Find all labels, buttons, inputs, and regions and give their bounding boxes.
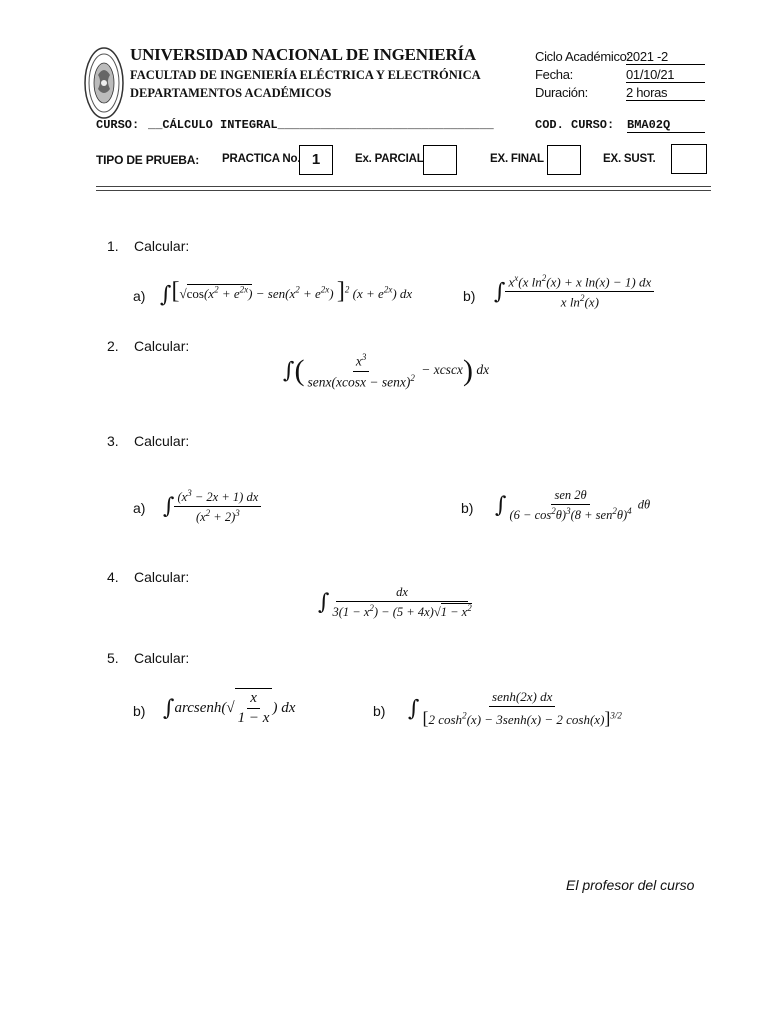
department-name: DEPARTAMENTOS ACADÉMICOS <box>130 86 332 100</box>
header-divider <box>96 186 711 187</box>
fecha-label: Fecha: <box>535 67 573 82</box>
cod-curso-label: COD. CURSO: <box>535 118 615 132</box>
duracion-value: 2 horas <box>626 85 705 101</box>
question-number: 1. <box>107 238 119 254</box>
practica-label: PRACTICA No. <box>222 153 301 165</box>
question-number: 4. <box>107 569 119 585</box>
practica-number-box: 1 <box>299 145 333 175</box>
formula-1a: $\int[√\cos(x^2 + e^{2x}) - sen(x^2 + e^{2x})$ ]$^2$ $(x + e^{2x})$ dx <box>160 278 413 308</box>
formula-4: ∫ $\frac{dx}{3(1 - x^2) - (5 + 4x)√1 - x^2}$ <box>318 585 472 620</box>
faculty-name: FACULTAD DE INGENIERÍA ELÉCTRICA Y ELECTRÓNICA <box>130 68 481 82</box>
university-name: UNIVERSIDAD NACIONAL DE INGENIERÍA <box>130 45 477 64</box>
formula-5b: ∫ $\frac{\text{senh(2x) dx}}{[2 \cosh^2(x) - 3senh(x) - 2 \cosh(x)]^{3/2}}$ <box>408 689 622 728</box>
question-number: 5. <box>107 650 119 666</box>
formula-5a: ∫arcsenh(√ $\frac{x}{1 - x}$ ) dx <box>163 690 296 726</box>
question-label: Calcular: <box>134 650 190 666</box>
university-seal-logo <box>84 47 124 119</box>
formula-2: ∫( $\frac{x^3}{senx(xcosx - senx)^2}$ − xcscx) dx <box>283 352 490 389</box>
final-checkbox <box>547 145 581 175</box>
sust-checkbox <box>671 144 707 174</box>
tipo-prueba-label: TIPO DE PRUEBA: <box>96 153 200 167</box>
part-label: b) <box>133 703 146 719</box>
cod-curso-value: BMA02Q <box>627 118 705 133</box>
formula-3b: ∫ $\frac{\text{sen 2θ}}{(6 - \cos^2\theta)^3(8 + sen^2\theta)^4}$ dθ <box>495 488 651 523</box>
sust-label: EX. SUST. <box>603 153 656 165</box>
question-number: 2. <box>107 338 119 354</box>
part-label: a) <box>133 288 146 304</box>
final-label: EX. FINAL <box>490 153 544 165</box>
part-label: b) <box>373 703 386 719</box>
header-divider <box>96 190 711 191</box>
question-label: Calcular: <box>134 338 190 354</box>
parcial-checkbox <box>423 145 457 175</box>
formula-1b: ∫ $\frac{x^x(x \ln^2(x) + x \ln(x) - 1) dx}{x \ln^2(x)}$ <box>494 273 654 311</box>
duracion-label: Duración: <box>535 85 588 100</box>
fecha-value: 01/10/21 <box>626 67 705 83</box>
part-label: a) <box>133 500 146 516</box>
parcial-label: Ex. PARCIAL <box>355 153 424 165</box>
ciclo-label: Ciclo Académico: <box>535 49 630 64</box>
question-label: Calcular: <box>134 238 190 254</box>
part-label: b) <box>461 500 474 516</box>
curso-label: CURSO: <box>96 118 140 132</box>
question-number: 3. <box>107 433 119 449</box>
ciclo-value: 2021 -2 <box>626 49 705 65</box>
question-label: Calcular: <box>134 569 190 585</box>
question-label: Calcular: <box>134 433 190 449</box>
formula-3a: ∫ $\frac{(x^3 - 2x + 1) dx}{(x^2 + 2)^3}$ <box>163 488 261 525</box>
professor-signature-line: El profesor del curso <box>566 877 695 893</box>
curso-value: __CÁLCULO INTEGRAL______________________________ <box>148 118 494 132</box>
part-label: b) <box>463 288 476 304</box>
